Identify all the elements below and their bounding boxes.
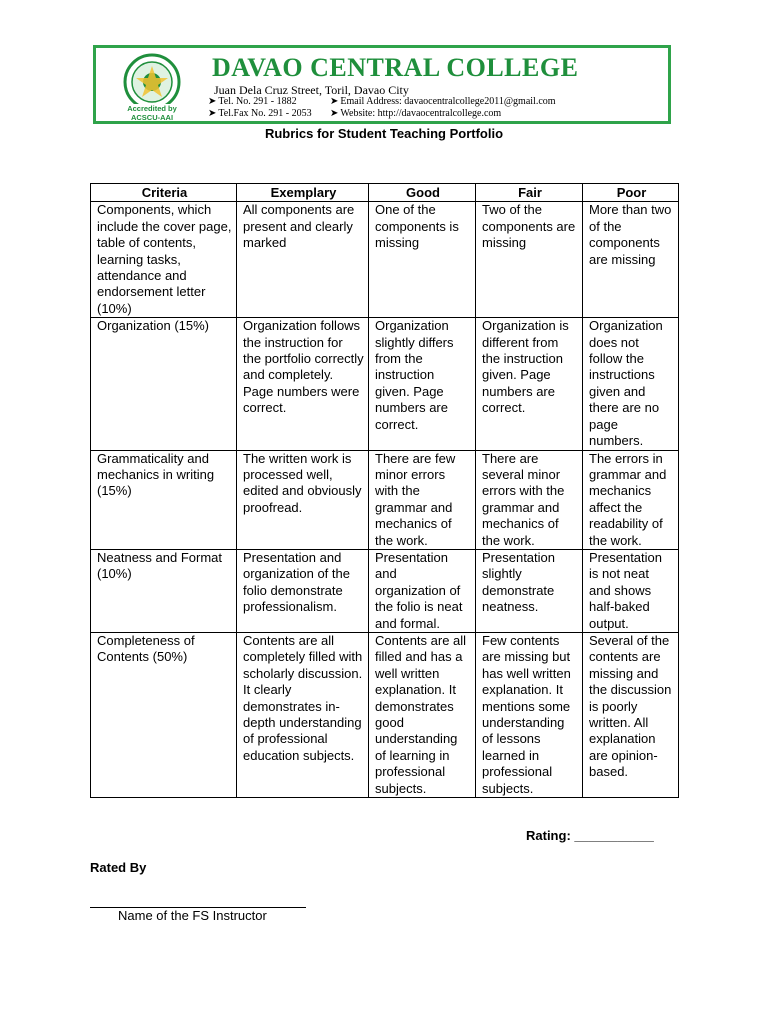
fair-cell: Presentation slightly demonstrate neatness. xyxy=(476,549,583,632)
arrow-icon: ➤ xyxy=(330,108,339,119)
criteria-cell: Grammaticality and mechanics in writing (15%) xyxy=(91,450,237,549)
good-cell: There are few minor errors with the grammar and mechanics of the work. xyxy=(369,450,476,549)
criteria-cell: Completeness of Contents (50%) xyxy=(91,632,237,797)
poor-cell: The errors in grammar and mechanics affect the readability of the work. xyxy=(583,450,679,549)
exemplary-cell: Organization follows the instruction for the portfolio correctly and completely. Page numbers were correct. xyxy=(237,318,369,450)
fair-cell: Few contents are missing but has well written explanation. It mentions some understanding of lessons learned in professional subjects. xyxy=(476,632,583,797)
exemplary-cell: All components are present and clearly marked xyxy=(237,202,369,318)
exemplary-cell: Contents are all completely filled with scholarly discussion. It clearly demonstrates in-depth understanding of professional education subjects. xyxy=(237,632,369,797)
header-criteria: Criteria xyxy=(91,184,237,202)
header-exemplary: Exemplary xyxy=(237,184,369,202)
poor-cell: Presentation is not neat and shows half-baked output. xyxy=(583,549,679,632)
svg-text:Accredited by: Accredited by xyxy=(127,104,177,113)
arrow-icon: ➤ xyxy=(208,96,217,107)
svg-text:ACSCU-AAI: ACSCU-AAI xyxy=(130,113,174,122)
website xyxy=(330,108,501,119)
good-cell: Contents are all filled and has a well written explanation. It demonstrates good understanding of learning in professional subjects. xyxy=(369,632,476,797)
rating-field: Rating: ___________ xyxy=(526,828,654,843)
exemplary-cell: The written work is processed well, edited and obviously proofread. xyxy=(237,450,369,549)
poor-cell: More than two of the components are missing xyxy=(583,202,679,318)
telefax-text: Tel.Fax No. 291 - 2053 xyxy=(218,108,312,119)
table-row xyxy=(91,632,679,797)
poor-cell: Organization does not follow the instructions given and there are no page numbers. xyxy=(583,318,679,450)
criteria-cell: Neatness and Format (10%) xyxy=(91,549,237,632)
good-cell: Presentation and organization of the folio is neat and formal. xyxy=(369,549,476,632)
good-cell: Organization slightly differs from the instruction given. Page numbers are correct. xyxy=(369,318,476,450)
arrow-icon: ➤ xyxy=(330,96,339,107)
fair-cell: Two of the components are missing xyxy=(476,202,583,318)
criteria-cell: Components, which include the cover page, table of contents, learning tasks, attendance and endorsement letter (10%) xyxy=(91,202,237,318)
header-poor: Poor xyxy=(583,184,679,202)
signature-label: Name of the FS Instructor xyxy=(118,908,267,923)
exemplary-cell: Presentation and organization of the folio demonstrate professionalism. xyxy=(237,549,369,632)
header-fair: Fair xyxy=(476,184,583,202)
table-row xyxy=(91,318,679,450)
good-cell: One of the components is missing xyxy=(369,202,476,318)
email xyxy=(330,96,556,107)
telephone xyxy=(208,96,297,107)
arrow-icon: ➤ xyxy=(208,108,217,119)
fair-cell: Organization is different from the instruction given. Page numbers are correct. xyxy=(476,318,583,450)
document-title: Rubrics for Student Teaching Portfolio xyxy=(264,126,504,141)
college-name: DAVAO CENTRAL COLLEGE xyxy=(212,53,579,82)
telefax xyxy=(208,108,312,119)
email-text: Email Address: davaocentralcollege2011@gmail.com xyxy=(340,96,556,107)
table-header-row xyxy=(91,184,679,202)
telephone-text: Tel. No. 291 - 1882 xyxy=(218,96,297,107)
header-good: Good xyxy=(369,184,476,202)
table-row xyxy=(91,202,679,318)
rated-by-label: Rated By xyxy=(90,860,147,875)
criteria-cell: Organization (15%) xyxy=(91,318,237,450)
table-row xyxy=(91,450,679,549)
website-text: Website: http://davaocentralcollege.com xyxy=(340,108,502,119)
college-address: Juan Dela Cruz Street, Toril, Davao City xyxy=(214,83,409,97)
letterhead xyxy=(93,45,671,124)
table-row xyxy=(91,549,679,632)
college-seal-logo xyxy=(108,52,196,122)
poor-cell: Several of the contents are missing and the discussion is poorly written. All explanation are opinion-based. xyxy=(583,632,679,797)
rubric-table xyxy=(90,183,679,798)
fair-cell: There are several minor errors with the grammar and mechanics of the work. xyxy=(476,450,583,549)
